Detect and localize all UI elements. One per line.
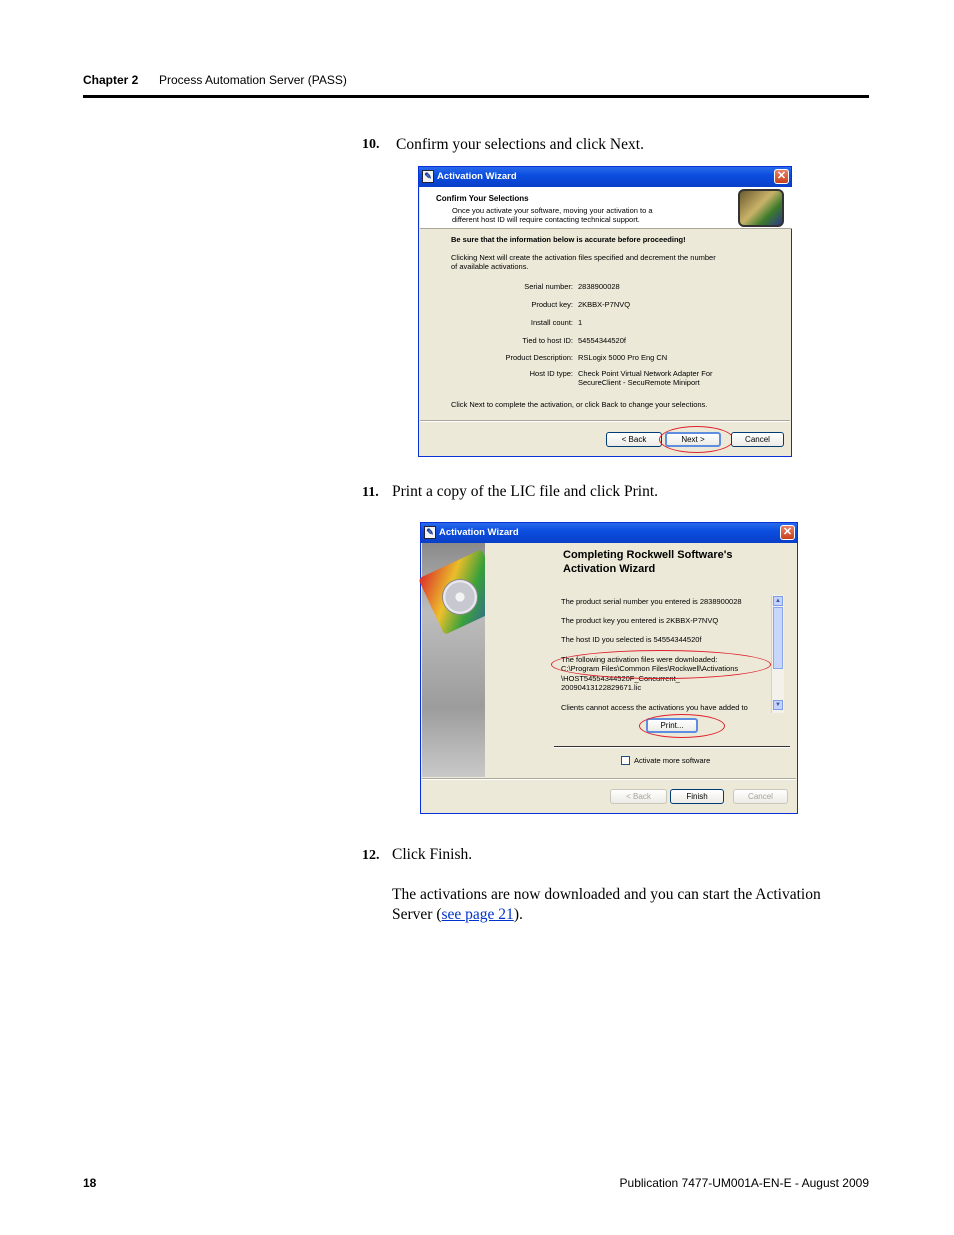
host-id-type-label: Host ID type:	[529, 369, 573, 378]
step-11-number: 11.	[362, 485, 379, 500]
chapter-title: Process Automation Server (PASS)	[159, 73, 347, 87]
cancel-button[interactable]: Cancel	[731, 432, 784, 447]
summary-path-line: C:\Program Files\Common Files\Rockwell\Activations	[561, 664, 739, 673]
completing-heading-1: Completing Rockwell Software's	[563, 549, 733, 561]
close-button[interactable]: ✕	[780, 525, 795, 540]
back-button[interactable]: < Back	[606, 432, 662, 447]
summary-clients-line: Clients cannot access the activations you have added to	[561, 703, 748, 712]
header-rule	[83, 95, 869, 98]
summary-host-line: The host ID you selected is 54554344520f	[561, 635, 702, 644]
scroll-thumb[interactable]	[773, 607, 783, 669]
summary-serial-line: The product serial number you entered is 2838900028	[561, 597, 742, 606]
intro-line-1: Clicking Next will create the activation files specified and decrement the number	[451, 253, 716, 262]
finish-button[interactable]: Finish	[670, 789, 724, 804]
step-12-text: Click Finish.	[392, 846, 473, 863]
product-description-value: RSLogix 5000 Pro Eng CN	[578, 353, 668, 362]
content-separator	[554, 746, 790, 748]
next-highlight-circle	[659, 426, 734, 453]
host-id-value: 54554344520f	[578, 336, 626, 345]
dialog-titlebar	[419, 167, 791, 187]
summary-key-line: The product key you entered is 2KBBX-P7NVQ	[561, 616, 719, 625]
warning-text: Be sure that the information below is accurate before proceeding!	[451, 235, 686, 244]
see-page-21-link[interactable]: see page 21	[441, 906, 514, 923]
closing-text-after: ).	[513, 906, 523, 923]
install-count-value: 1	[578, 318, 583, 327]
completing-heading-2: Activation Wizard	[563, 563, 656, 575]
files-highlight-circle	[551, 650, 771, 679]
closing-text-before: The activations are now downloaded and you can start the Activation Server (	[392, 886, 821, 923]
scroll-up-icon[interactable]: ▲	[773, 596, 783, 606]
summary-file-line: \HOST54554344520F_Concurrent_	[561, 674, 680, 683]
button-separator	[422, 778, 796, 780]
product-key-label: Product key:	[531, 300, 573, 309]
page-number: 18	[83, 1176, 97, 1190]
app-icon: ✎	[424, 526, 436, 539]
print-button[interactable]: Print...	[646, 718, 698, 733]
activate-more-label: Activate more software	[634, 756, 711, 765]
host-id-type-value-2: SecureClient - SecuRemote Miniport	[578, 378, 700, 387]
serial-number-value: 2838900028	[578, 282, 620, 291]
chapter-label: Chapter 2	[83, 73, 139, 87]
app-icon: ✎	[422, 170, 434, 183]
wizard-subheading-2: different host ID will require contacting technical support.	[452, 215, 640, 224]
wizard-heading: Confirm Your Selections	[436, 194, 529, 203]
intro-line-2: of available activations.	[451, 262, 529, 271]
scroll-down-icon[interactable]: ▼	[773, 700, 783, 710]
activate-more-checkbox[interactable]	[621, 756, 630, 765]
wizard-header-panel	[420, 187, 792, 229]
footer-note: Click Next to complete the activation, or click Back to change your selections.	[451, 400, 708, 409]
print-highlight-circle	[639, 714, 725, 738]
install-count-label: Install count:	[530, 318, 573, 327]
step-10-number: 10.	[362, 137, 380, 152]
dialog-titlebar	[421, 523, 797, 543]
step-11-text: Print a copy of the LIC file and click Print.	[392, 483, 659, 500]
product-description-label: Product Description:	[505, 353, 573, 362]
closing-paragraph	[392, 885, 862, 925]
dialog-title: Activation Wizard	[439, 527, 519, 538]
confirm-selections-dialog	[418, 166, 792, 457]
button-separator	[420, 420, 790, 422]
product-key-value: 2KBBX-P7NVQ	[578, 300, 631, 309]
step-10-text: Confirm your selections and click Next.	[396, 136, 644, 153]
summary-scrollbar[interactable]	[771, 595, 784, 713]
close-button[interactable]: ✕	[774, 169, 789, 184]
host-id-label: Tied to host ID:	[522, 336, 573, 345]
next-button[interactable]: Next >	[665, 432, 721, 447]
wizard-side-graphic	[422, 543, 485, 777]
step-12-number: 12.	[362, 848, 380, 863]
wizard-subheading-1: Once you activate your software, moving your activation to a	[452, 206, 653, 215]
wizard-graphic-icon	[738, 189, 784, 227]
host-id-type-value: Check Point Virtual Network Adapter For	[578, 369, 713, 378]
wizard-cd-disc	[442, 579, 478, 615]
cancel-button[interactable]: Cancel	[733, 789, 788, 804]
summary-files-line: The following activation files were downloaded:	[561, 655, 718, 664]
summary-lic-line: 20090413122829671.lic	[561, 683, 642, 692]
dialog-title: Activation Wizard	[437, 171, 517, 182]
serial-number-label: Serial number:	[524, 282, 573, 291]
back-button[interactable]: < Back	[610, 789, 667, 804]
completing-wizard-dialog	[420, 522, 798, 814]
publication-info: Publication 7477-UM001A-EN-E - August 2009	[619, 1176, 869, 1190]
